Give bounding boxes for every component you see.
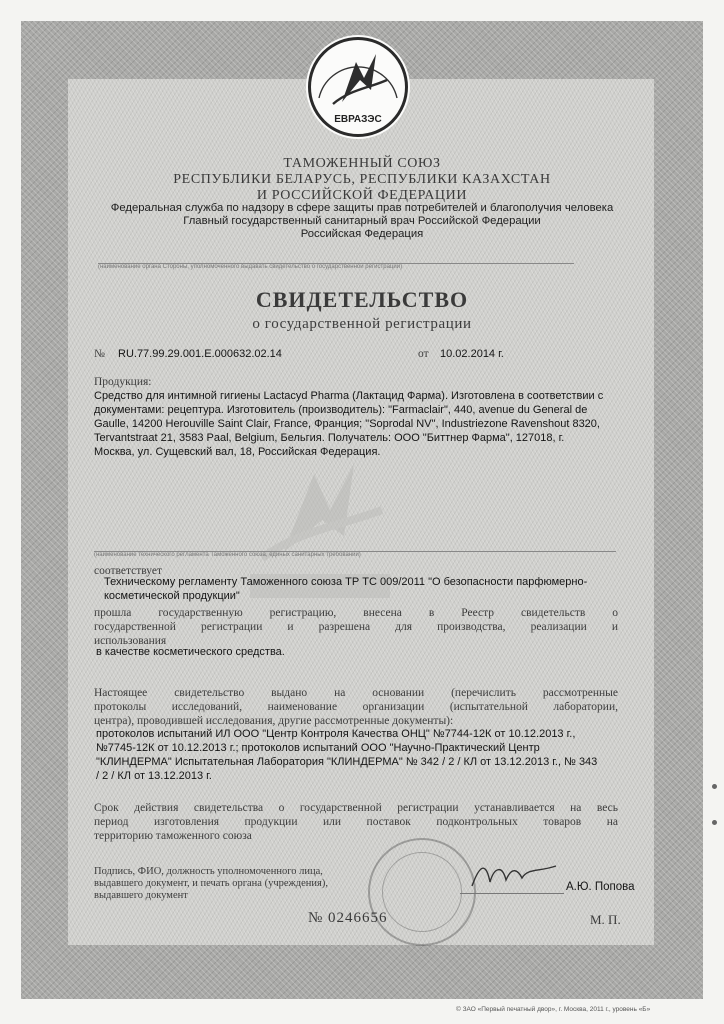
product-line: Tervantstraat 21, 3583 Paal, Belgium, Бельгия. Получатель: ООО "Биттнер Фарма", 127018, г. [94, 432, 565, 444]
registration-statement: прошла государственную регистрацию, внесена в Реестр свидетельств о [94, 607, 618, 619]
signature-scribble [468, 858, 560, 894]
basis-statement: протоколы исследований, наименование организации (испытательной лаборатории, [94, 701, 618, 713]
registration-statement: использования [94, 635, 167, 647]
watermark-emblem-icon [222, 440, 418, 616]
registration-date: 10.02.2014 г. [440, 348, 504, 360]
basis-document: / 2 / КЛ от 13.12.2013 г. [96, 770, 212, 782]
basis-document: "КЛИНДЕРМА" Испытательная Лаборатория "КЛИНДЕРМА" № 342 / 2 / КЛ от 13.12.2013 г., № 343 [96, 756, 598, 768]
product-line: документами: рецептура. Изготовитель (производитель): "Farmaclair", 440, avenue du General de [94, 404, 588, 416]
header-official: Главный государственный санитарный врач Российской Федерации [183, 215, 541, 227]
official-stamp [368, 838, 476, 946]
validity-statement: Срок действия свидетельства о государственной регистрации устанавливается на весь [94, 802, 618, 814]
header-agency: Федеральная служба по надзору в сфере защиты прав потребителей и благополучия человека [110, 202, 614, 214]
basis-statement: центра), проводившей исследования, другие рассмотренные документы): [94, 715, 454, 727]
regulation-hint: (наименование технического регламента Таможенного союза, единых санитарных требований) [94, 551, 616, 559]
emblem-drawing [311, 40, 405, 134]
document-subtitle: о государственной регистрации [252, 316, 472, 332]
header-federation: И РОССИЙСКОЙ ФЕДЕРАЦИИ [256, 188, 468, 203]
validity-statement: территорию таможенного союза [94, 830, 252, 842]
regulation-line: Техническому регламенту Таможенного союза ТР ТС 009/2011 "О безопасности парфюмерно- [104, 576, 588, 588]
scan-mark [712, 820, 717, 825]
basis-statement: Настоящее свидетельство выдано на основании (перечислить рассмотренные [94, 687, 618, 699]
product-line: Москва, ул. Сущевский вал, 18, Российская Федерация. [94, 446, 381, 458]
registration-number: RU.77.99.29.001.E.000632.02.14 [118, 348, 282, 360]
header-country: Российская Федерация [300, 228, 424, 240]
product-line: Gaulle, 14200 Herouville Saint Clair, France, Франция; "Soprodal NV", Industriezone Ravenshout 8320, [94, 418, 600, 430]
scan-mark [712, 784, 717, 789]
conformity-label: соответствует [94, 565, 163, 577]
product-label: Продукция: [94, 376, 152, 388]
certificate-serial: № 0246656 [308, 910, 388, 926]
registration-statement: государственной регистрации и разрешена для производства, реализации и [94, 621, 618, 633]
eurasec-emblem [308, 37, 408, 137]
number-prefix: № [94, 348, 105, 360]
signature-line [460, 893, 564, 894]
signature-caption: выдавшего документ [94, 890, 188, 901]
usage-purpose: в качестве косметического средства. [96, 646, 285, 658]
date-prefix: от [418, 348, 429, 360]
printer-note: © ЗАО «Первый печатный двор», г. Москва, 2011 г., уровень «Б» [456, 1006, 651, 1013]
signatory-name: А.Ю. Попова [566, 881, 635, 893]
signature-caption: Подпись, ФИО, должность уполномоченного лица, [94, 866, 323, 877]
basis-document: протоколов испытаний ИЛ ООО "Центр Контроля Качества ОНЦ" №7744-12К от 10.12.2013 г., [96, 728, 576, 740]
product-line: Средство для интимной гигиены Lactacyd Pharma (Лактацид Фарма). Изготовлена в соответствии с [94, 390, 604, 402]
header-union: ТАМОЖЕННЫЙ СОЮЗ [283, 156, 441, 171]
signature-caption: выдавшего документ, и печать органа (учреждения), [94, 878, 328, 889]
regulation-line: косметической продукции" [104, 590, 240, 602]
basis-document: №7745-12К от 10.12.2013 г.; протоколов испытаний ООО "Научно-Практический Центр [96, 742, 540, 754]
document-title: СВИДЕТЕЛЬСТВО [255, 287, 469, 312]
seal-mark: М. П. [590, 912, 621, 927]
emblem-label: ЕВРАЗЭС [334, 114, 382, 125]
header-republics: РЕСПУБЛИКИ БЕЛАРУСЬ, РЕСПУБЛИКИ КАЗАХСТАН [173, 172, 551, 187]
authority-hint: (наименование органа Стороны, уполномоченного выдавать свидетельство о государственной регистрации) [98, 263, 574, 271]
validity-statement: период изготовления продукции или поставок подконтрольных товаров на [94, 816, 618, 828]
